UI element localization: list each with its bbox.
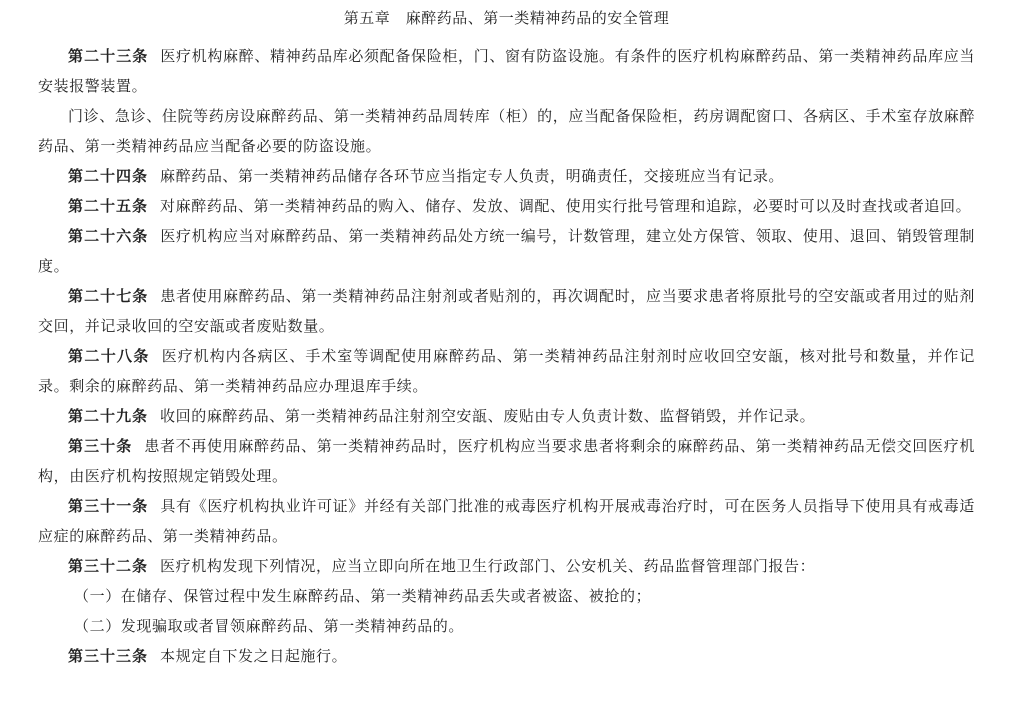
- article-paragraph: [38, 641, 975, 671]
- article-text: 患者不再使用麻醉药品、第一类精神药品时，医疗机构应当要求患者将剩余的麻醉药品、第一类精神药品无偿交回医疗机构，由医疗机构按照规定销毁处理。: [38, 437, 975, 485]
- article-paragraph: [38, 551, 975, 581]
- article-text: 患者使用麻醉药品、第一类精神药品注射剂或者贴剂的，再次调配时，应当要求患者将原批号的空安瓿或者用过的贴剂交回，并记录收回的空安瓿或者废贴数量。: [38, 287, 975, 335]
- list-item: [38, 611, 975, 641]
- article-number: 第三十条: [68, 437, 133, 455]
- article-text: 医疗机构麻醉、精神药品库必须配备保险柜，门、窗有防盗设施。有条件的医疗机构麻醉药品、第一类精神药品库应当安装报警装置。: [38, 47, 975, 95]
- article-number: 第三十三条: [68, 647, 149, 665]
- article-number: 第二十九条: [68, 407, 149, 425]
- article-text: 门诊、急诊、住院等药房设麻醉药品、第一类精神药品周转库（柜）的，应当配备保险柜，药房调配窗口、各病区、手术室存放麻醉药品、第一类精神药品应当配备必要的防盗设施。: [38, 107, 975, 155]
- article-paragraph: [38, 491, 975, 551]
- article-text: （一）在储存、保管过程中发生麻醉药品、第一类精神药品丢失或者被盗、被抢的；: [74, 587, 652, 605]
- article-paragraph: [38, 341, 975, 401]
- article-paragraph: [38, 101, 975, 161]
- article-text: （二）发现骗取或者冒领麻醉药品、第一类精神药品的。: [74, 617, 465, 635]
- article-number: 第二十六条: [68, 227, 149, 245]
- article-paragraph: [38, 431, 975, 491]
- article-number: 第三十一条: [68, 497, 149, 515]
- article-number: 第二十三条: [68, 47, 149, 65]
- article-text: 麻醉药品、第一类精神药品储存各环节应当指定专人负责，明确责任，交接班应当有记录。: [160, 167, 785, 185]
- article-text: 收回的麻醉药品、第一类精神药品注射剂空安瓿、废贴由专人负责计数、监督销毁，并作记录。: [160, 407, 816, 425]
- article-text: 对麻醉药品、第一类精神药品的购入、储存、发放、调配、使用实行批号管理和追踪，必要时可以及时查找或者追回。: [160, 197, 972, 215]
- article-paragraph: [38, 41, 975, 101]
- article-list: [38, 41, 975, 671]
- article-text: 医疗机构发现下列情况，应当立即向所在地卫生行政部门、公安机关、药品监督管理部门报告：: [160, 557, 816, 575]
- article-text: 医疗机构应当对麻醉药品、第一类精神药品处方统一编号，计数管理，建立处方保管、领取、使用、退回、销毁管理制度。: [38, 227, 975, 275]
- article-text: 本规定自下发之日起施行。: [160, 647, 348, 665]
- article-paragraph: [38, 281, 975, 341]
- article-paragraph: [38, 221, 975, 281]
- article-text: 医疗机构内各病区、手术室等调配使用麻醉药品、第一类精神药品注射剂时应收回空安瓿，核对批号和数量，并作记录。剩余的麻醉药品、第一类精神药品应办理退库手续。: [38, 347, 975, 395]
- article-paragraph: [38, 161, 975, 191]
- article-number: 第二十七条: [68, 287, 149, 305]
- article-number: 第二十五条: [68, 197, 149, 215]
- article-number: 第二十四条: [68, 167, 149, 185]
- article-text: 具有《医疗机构执业许可证》并经有关部门批准的戒毒医疗机构开展戒毒治疗时，可在医务人员指导下使用具有戒毒适应症的麻醉药品、第一类精神药品。: [38, 497, 975, 545]
- article-paragraph: [38, 401, 975, 431]
- article-number: 第二十八条: [68, 347, 150, 365]
- chapter-title: 第五章 麻醉药品、第一类精神药品的安全管理: [343, 9, 670, 27]
- article-paragraph: [38, 191, 975, 221]
- article-number: 第三十二条: [68, 557, 149, 575]
- list-item: [38, 581, 975, 611]
